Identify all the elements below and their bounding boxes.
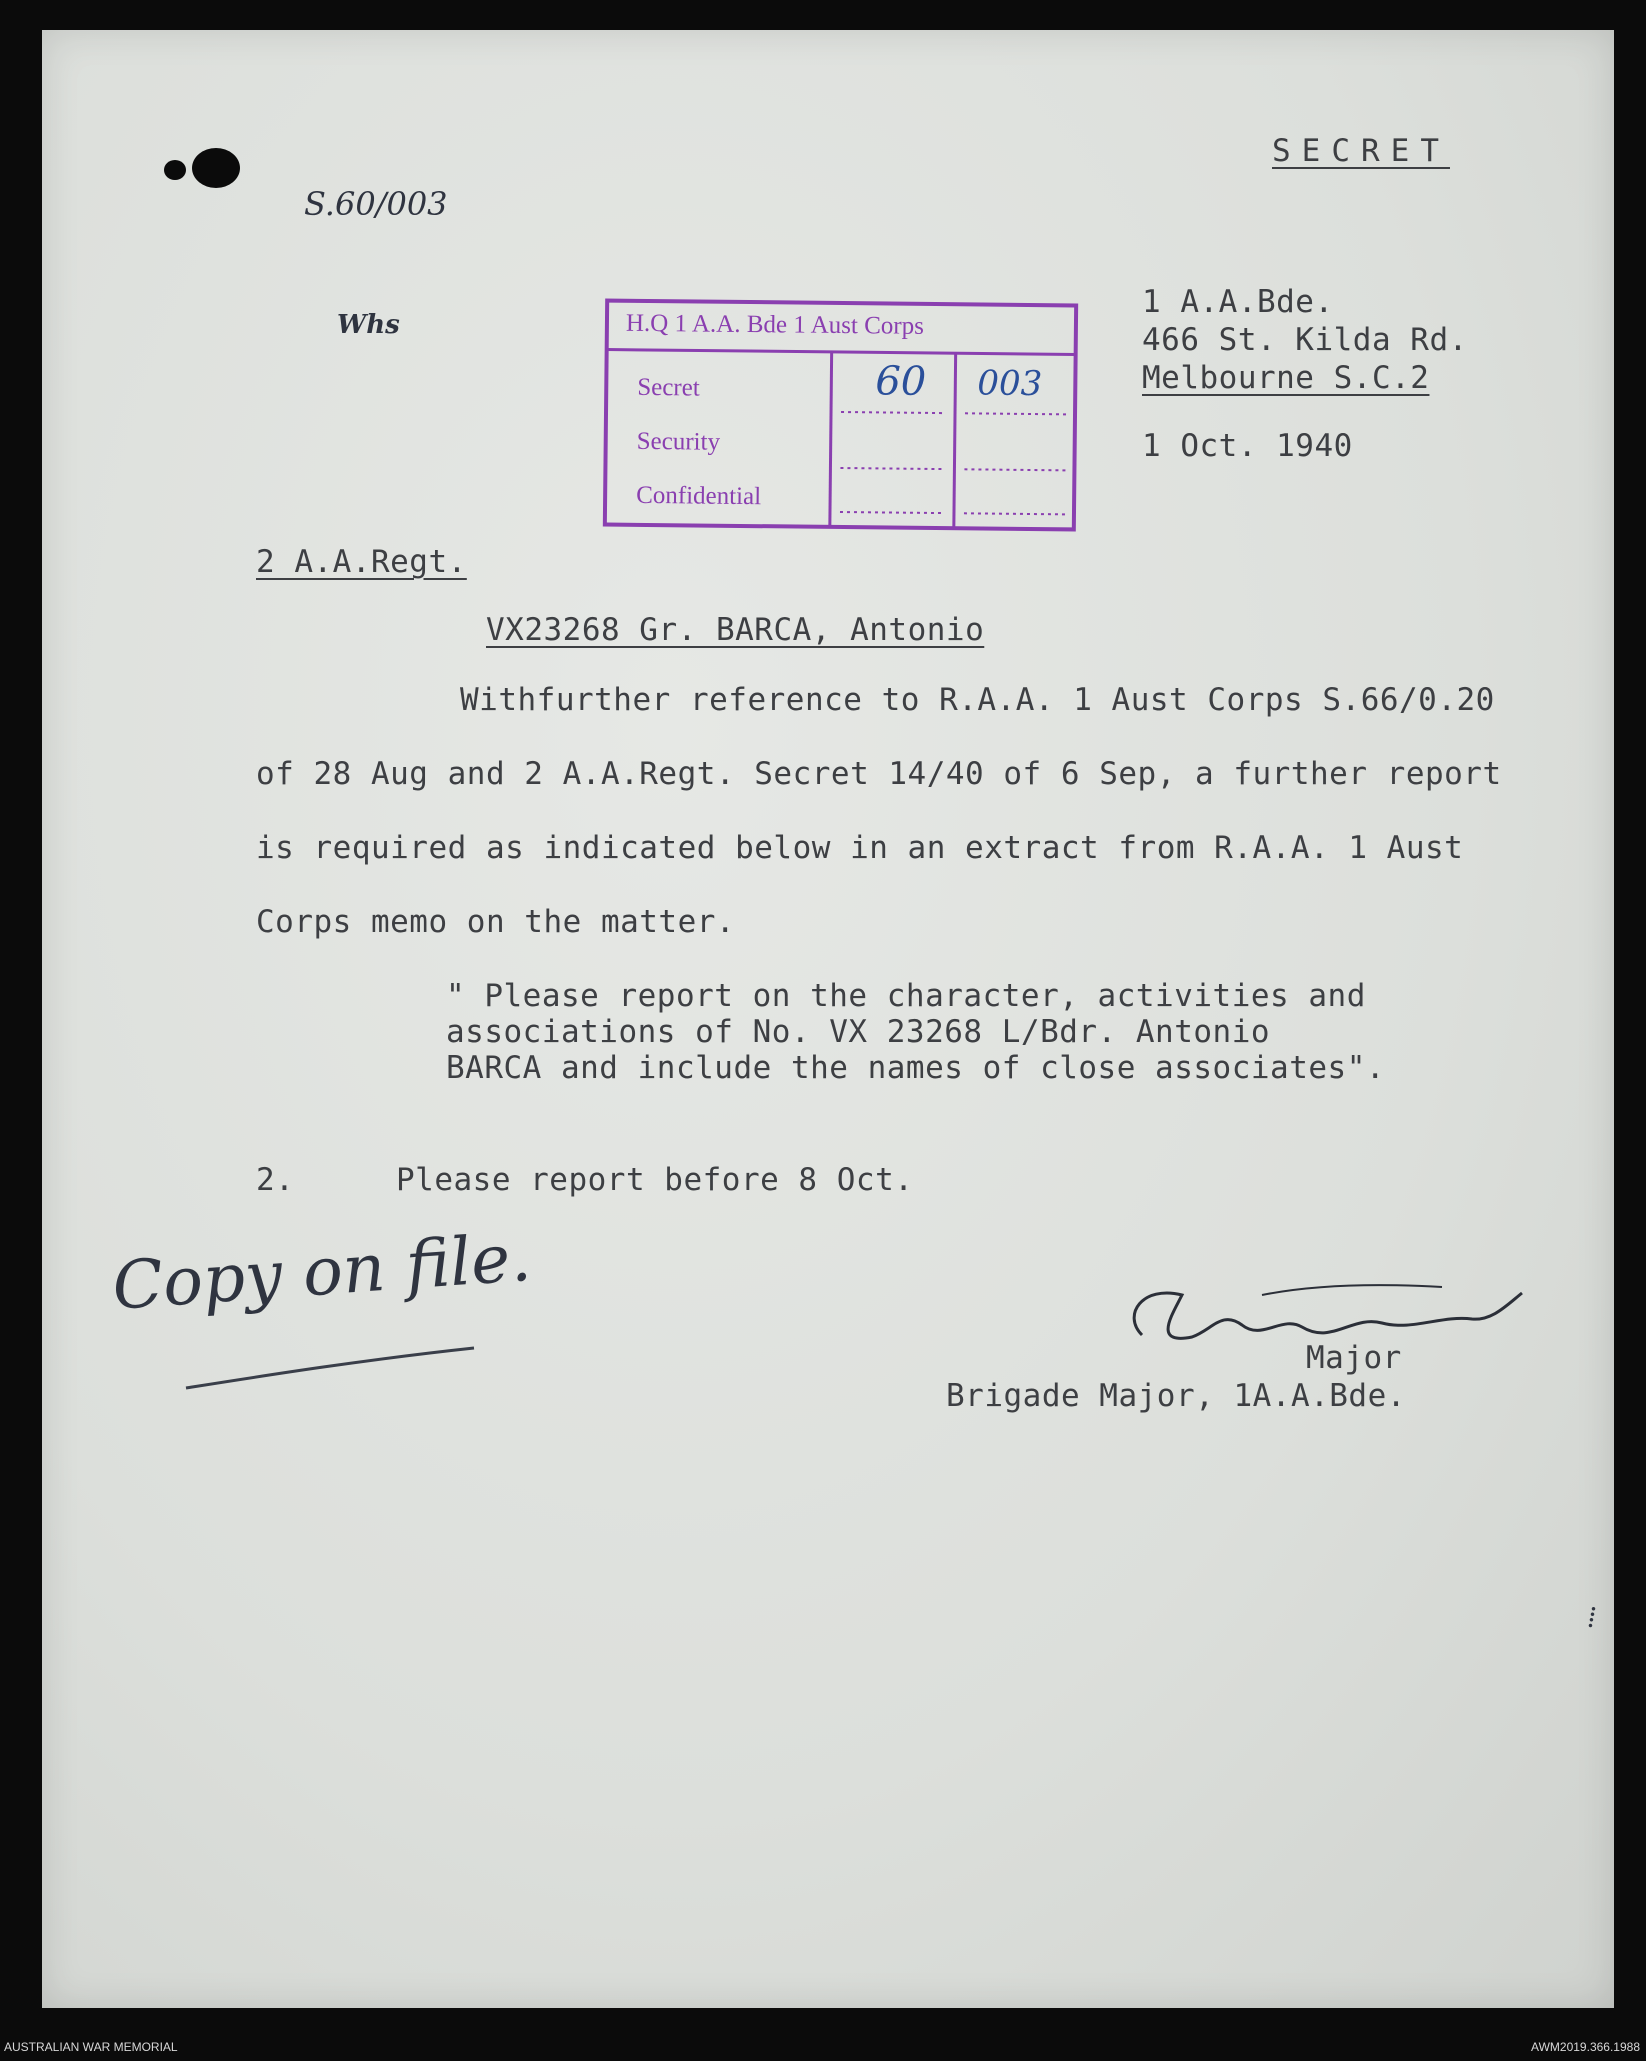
stamp-row-security: Security xyxy=(636,427,721,456)
note-underline xyxy=(182,1340,482,1400)
footer-institution: AUSTRALIAN WAR MEMORIAL xyxy=(4,2040,178,2054)
document-page xyxy=(42,30,1614,2008)
document-date: 1 Oct. 1940 xyxy=(1142,428,1353,464)
item-2-number: 2. xyxy=(256,1162,295,1198)
punch-hole xyxy=(192,148,240,188)
initials-scribble: Whs xyxy=(337,310,400,340)
registry-stamp xyxy=(602,298,1079,533)
sender-address-line-2: 466 St. Kilda Rd. xyxy=(1142,322,1468,358)
quote-line-3: BARCA and include the names of close associates". xyxy=(446,1050,1386,1086)
footer-accession: AWM2019.366.1988 xyxy=(1531,2040,1640,2054)
signature-rank: Major xyxy=(1306,1340,1402,1376)
subject-line: VX23268 Gr. BARCA, Antonio xyxy=(486,612,985,648)
paragraph-line-4: Corps memo on the matter. xyxy=(256,904,736,940)
punch-hole xyxy=(164,160,186,180)
stamp-entry-sequence: 003 xyxy=(977,363,1043,405)
file-reference: S.60/003 xyxy=(304,185,448,223)
quote-line-2: associations of No. VX 23268 L/Bdr. Antonio xyxy=(446,1014,1271,1050)
stamp-row-secret: Secret xyxy=(637,373,700,402)
paragraph-line-2: of 28 Aug and 2 A.A.Regt. Secret 14/40 of 6 Sep, a further report xyxy=(256,756,1502,792)
signature-title: Brigade Major, 1A.A.Bde. xyxy=(946,1378,1406,1414)
margin-mark: ⁞ xyxy=(1587,1600,1597,1635)
stamp-entry-number: 60 xyxy=(875,358,927,405)
sender-address-line-1: 1 A.A.Bde. xyxy=(1142,284,1334,320)
paragraph-line-3: is required as indicated below in an extract from R.A.A. 1 Aust xyxy=(256,830,1464,866)
item-2-text: Please report before 8 Oct. xyxy=(396,1162,914,1198)
recipient: 2 A.A.Regt. xyxy=(256,544,467,580)
paragraph-line-1: Withfurther reference to R.A.A. 1 Aust Corps S.66/0.20 xyxy=(460,682,1495,718)
stamp-row-confidential: Confidential xyxy=(636,481,762,511)
stamp-header: H.Q 1 A.A. Bde 1 Aust Corps xyxy=(625,309,925,340)
classification-heading: SECRET xyxy=(1272,133,1450,169)
quote-line-1: " Please report on the character, activities and xyxy=(446,978,1366,1014)
handwritten-note: Copy on file. xyxy=(110,1218,534,1325)
sender-address-line-3: Melbourne S.C.2 xyxy=(1142,360,1430,396)
